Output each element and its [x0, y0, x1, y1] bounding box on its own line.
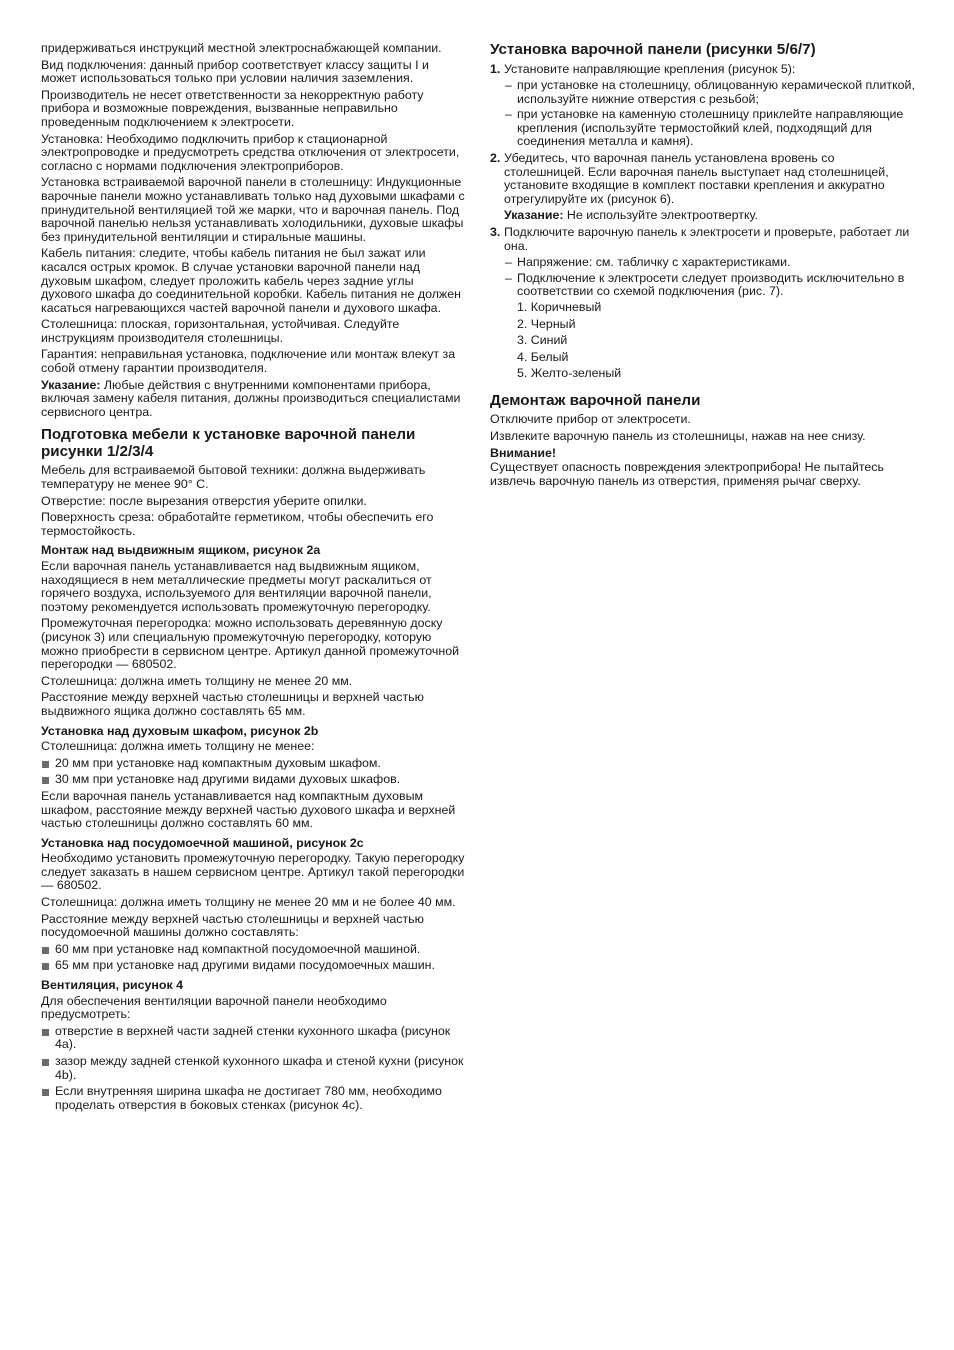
paragraph: Извлеките варочную панель из столешницы, нажав на нее снизу. — [490, 429, 866, 444]
section-heading-install: Установка варочной панели (рисунки 5/6/7) — [490, 41, 816, 58]
square-bullet-icon — [42, 1059, 49, 1066]
paragraph: Производитель не несет ответственности за некорректную работу прибора и возможные повреждения, вызванные неправильно проведенным подключением к электросети. — [41, 87, 424, 129]
wire-color-list — [504, 301, 918, 381]
paragraph: Столешница: должна иметь толщину не менее: — [41, 739, 315, 754]
list-item: 65 мм при установке над другими видами посудомоечных машин. — [41, 959, 465, 973]
square-bullet-icon — [42, 947, 49, 954]
step-number: 2. — [490, 151, 501, 166]
list-item: – при установке на столешницу, облицованную керамической плиткой, используйте нижние отверстия с резьбой; — [505, 78, 915, 106]
note-label: Указание: — [504, 208, 564, 223]
subheading-ventilation: Вентиляция, рисунок 4 — [41, 978, 184, 993]
list-item: зазор между задней стенкой кухонного шкафа и стеной кухни (рисунок 4b). — [41, 1055, 465, 1082]
subheading-oven: Установка над духовым шкафом, рисунок 2b — [41, 723, 319, 738]
note-paragraph — [504, 209, 918, 223]
wire-color-item: 4. Белый — [517, 349, 569, 364]
paragraph: Вид подключения: данный прибор соответствует классу защиты I и может использоваться только при условии наличия заземления. — [41, 57, 429, 86]
dash-list — [504, 256, 918, 299]
step-item — [490, 63, 918, 150]
square-bullet-icon — [42, 1089, 49, 1096]
square-bullet-icon — [42, 963, 49, 970]
step-text: Убедитесь, что варочная панель установлена вровень со столешницей. Если варочная панель выступает над столешницей, установите входящие в комплект поставки крепления и аккуратно отрегулируйте их (рисунок 6). — [504, 151, 889, 206]
warning-text: Существует опасность повреждения электроприбора! Не пытайтесь извлечь варочную панель из отверстия, применяя рычаг сверху. — [490, 460, 884, 488]
bullet-list — [41, 757, 465, 787]
wire-color-item: 2. Черный — [517, 316, 576, 331]
bullet-list — [41, 1025, 465, 1113]
right-column — [490, 42, 918, 491]
dash-list — [504, 79, 918, 149]
paragraph: Для обеспечения вентиляции варочной панели необходимо предусмотреть: — [41, 993, 387, 1022]
paragraph: Поверхность среза: обработайте герметиком, чтобы обеспечить его термостойкость. — [41, 510, 434, 538]
step-text: Подключите варочную панель к электросети и проверьте, работает ли она. — [504, 225, 910, 253]
list-item: – при установке на каменную столешницу приклейте направляющие крепления (используйте термостойкий клей, подходящий для соединения металла и камня). — [505, 107, 904, 149]
dash-bullet-icon: – — [505, 255, 512, 270]
left-column — [41, 42, 465, 1115]
wire-color-item: 1. Коричневый — [517, 300, 602, 314]
list-item: Если внутренняя ширина шкафа не достигает 780 мм, необходимо проделать отверстия в боковых стенках (рисунок 4c). — [41, 1085, 465, 1112]
paragraph: Если варочная панель устанавливается над выдвижным ящиком, находящиеся в нем металлические предметы могут раскалиться от горячего воздуха, используемого для вентиляции варочной панели, поэтому рекомендуется использовать промежуточную перегородку. — [41, 559, 432, 614]
paragraph: Расстояние между верхней частью столешницы и верхней частью посудомоечной машины должно составлять: — [41, 911, 424, 940]
paragraph: Промежуточная перегородка: можно использовать деревянную доску (рисунок 3) или специальную промежуточную перегородку, которую можно приобрести в сервисном центре. Артикул данной промежуточной перегородки — 680502. — [41, 616, 460, 672]
note-label: Указание: — [41, 377, 101, 392]
step-item — [490, 226, 918, 381]
paragraph: придерживаться инструкций местной электроснабжающей компании. — [41, 41, 442, 55]
list-item: – Напряжение: см. табличку с характеристиками. — [505, 255, 791, 270]
paragraph: Установка встраиваемой варочной панели в столешницу: Индукционные варочные панели можно устанавливать только над духовыми шкафами с принудительной вентиляцией той же марки, что и варочная панель. Под варочной панелью нельзя устанавливать холодильники, духовые шкафы без принудительной вентиляции и стиральные машины. — [41, 175, 465, 244]
paragraph: Отключите прибор от электросети. — [490, 412, 691, 427]
subheading-dishwasher: Установка над посудомоечной машиной, рисунок 2c — [41, 835, 364, 850]
bullet-list — [41, 943, 465, 973]
install-steps — [490, 63, 918, 381]
wire-color-item: 3. Синий — [517, 333, 568, 348]
section-heading-furniture: Подготовка мебели к установке варочной панели рисунки 1/2/3/4 — [41, 426, 416, 460]
paragraph: Если варочная панель устанавливается над компактным духовым шкафом, расстояние между верхней частью духового шкафа и верхней частью столешницы должно составлять 60 мм. — [41, 788, 456, 831]
list-item: 20 мм при установке над компактным духовым шкафом. — [41, 757, 465, 771]
paragraph: Гарантия: неправильная установка, подключение или монтаж влекут за собой отмену гарантии производителя. — [41, 347, 456, 376]
wire-color-item: 5. Желто-зеленый — [517, 366, 622, 381]
step-number: 3. — [490, 225, 501, 240]
section-heading-removal: Демонтаж варочной панели — [490, 391, 701, 409]
step-item — [490, 152, 918, 223]
square-bullet-icon — [42, 761, 49, 768]
paragraph: Столешница: должна иметь толщину не менее 20 мм. — [41, 673, 353, 688]
dash-bullet-icon: – — [505, 78, 512, 93]
step-number: 1. — [490, 61, 501, 76]
note-text: Не используйте электроотвертку. — [563, 208, 758, 223]
dash-bullet-icon: – — [505, 107, 512, 122]
paragraph: Расстояние между верхней частью столешницы и верхней частью выдвижного ящика должно составлять 65 мм. — [41, 690, 424, 718]
square-bullet-icon — [42, 777, 49, 784]
paragraph: Мебель для встраиваемой бытовой техники: должна выдерживать температуру не менее 90° C. — [41, 463, 426, 492]
paragraph: Столешница: плоская, горизонтальная, устойчивая. Следуйте инструкциям производителя столешницы. — [41, 317, 400, 345]
list-item: отверстие в верхней части задней стенки кухонного шкафа (рисунок 4a). — [41, 1025, 465, 1052]
paragraph: Кабель питания: следите, чтобы кабель питания не был зажат или касался острых кромок. В случае установки варочной панели над духовым шкафом, следует проложить кабель через задние углы духового шкафа до соединительной коробки. Кабель питания не должен касаться нагревающихся частей варочной панели и духового шкафа. — [41, 246, 461, 315]
paragraph: Установка: Необходимо подключить прибор к стационарной электропроводке и предусмотреть средства отключения от электросети, согласно с нормами подключения электроприборов. — [41, 131, 460, 173]
dash-bullet-icon: – — [505, 270, 512, 285]
square-bullet-icon — [42, 1029, 49, 1036]
paragraph: Отверстие: после вырезания отверстия уберите опилки. — [41, 493, 367, 508]
paragraph: Столешница: должна иметь толщину не менее 20 мм и не более 40 мм. — [41, 895, 456, 910]
subheading-drawer: Монтаж над выдвижным ящиком, рисунок 2a — [41, 543, 321, 558]
step-text: Установите направляющие крепления (рисунок 5): — [504, 61, 796, 76]
list-item: 30 мм при установке над другими видами духовых шкафов. — [41, 773, 465, 787]
warning-label: Внимание! — [490, 445, 557, 460]
list-item: 60 мм при установке над компактной посудомоечной машиной. — [41, 943, 465, 957]
list-item: – Подключение к электросети следует производить исключительно в соответствии со схемой подключения (рис. 7). — [505, 270, 905, 299]
note-paragraph — [41, 379, 465, 420]
paragraph: Необходимо установить промежуточную перегородку. Такую перегородку следует заказать в нашем сервисном центре. Артикул такой перегородки — 680502. — [41, 851, 465, 893]
note-text: Любые действия с внутренними компонентами прибора, включая замену кабеля питания, должны производиться специалистами сервисного центра. — [41, 377, 461, 419]
